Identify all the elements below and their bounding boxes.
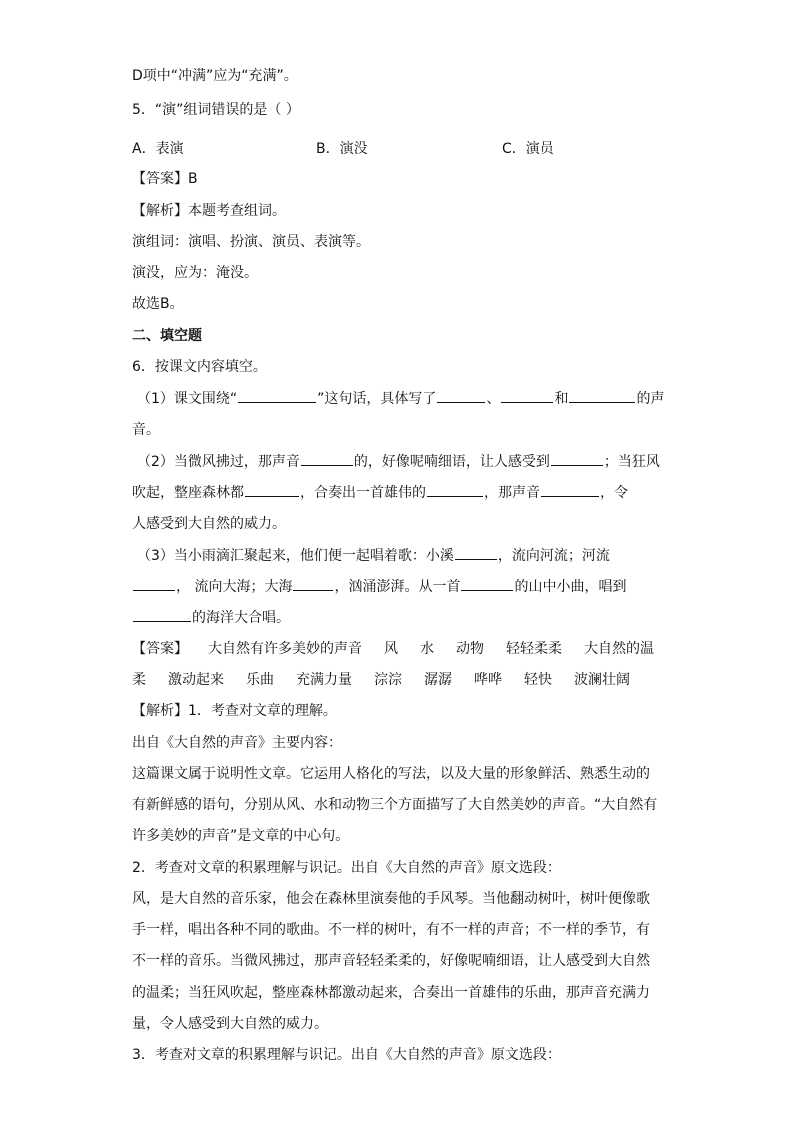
question-6-stem: 6．按课文内容填空。 — [132, 359, 267, 375]
explanation-line: 量，令人感受到大自然的威力。 — [132, 1016, 328, 1032]
fill-line-1 — [137, 387, 664, 411]
text-segment: ，那声音 — [484, 485, 540, 501]
text-segment: ；当狂风 — [603, 454, 660, 470]
answer-item: 轻轻柔柔 — [506, 641, 562, 657]
fill-line-3c — [132, 606, 290, 630]
text-segment: 的，好像呢喃细语，让人感受到 — [353, 454, 550, 470]
blank[interactable] — [461, 575, 513, 591]
answer-item: 动物 — [456, 641, 484, 657]
explanation-line: 不一样的音乐。当微风拂过，那声音轻轻柔柔的，好像呢喃细语，让人感受到大自然 — [132, 953, 650, 969]
text-segment: ”这句话，具体写了 — [317, 391, 437, 407]
answer-item: 风 — [384, 641, 398, 657]
blank[interactable] — [245, 481, 299, 497]
fill-line-2b — [132, 481, 628, 505]
answer-item: 充满力量 — [296, 672, 352, 688]
blank[interactable] — [301, 450, 353, 466]
option-b: B．演没 — [316, 141, 368, 157]
blank[interactable] — [238, 387, 316, 403]
answer-line: 【答案】B — [132, 171, 198, 187]
fill-line-2 — [137, 450, 660, 474]
answer-item: 乐曲 — [246, 672, 274, 688]
blank[interactable] — [541, 481, 599, 497]
explanation-line: 的温柔；当狂风吹起，整座森林都激动起来，合奏出一首雄伟的乐曲，那声音充满力 — [132, 985, 650, 1001]
answer-item: 水 — [420, 641, 434, 657]
blank[interactable] — [437, 387, 485, 403]
blank[interactable] — [455, 544, 497, 560]
fill-line-3 — [137, 544, 610, 568]
text-segment: ，流向河流；河流 — [497, 548, 610, 564]
explanation-line: 有新鲜感的语句，分别从风、水和动物三个方面描写了大自然美妙的声音。“大自然有 — [132, 797, 658, 813]
answer-item: 激动起来 — [168, 672, 224, 688]
fill-line-3b — [132, 575, 626, 599]
answer-item: 轻快 — [524, 672, 552, 688]
answer-item: 大自然的温 — [584, 641, 654, 657]
text-segment: （2）当微风拂过，那声音 — [137, 454, 300, 470]
explanation-line: 这篇课文属于说明性文章。它运用人格化的写法，以及大量的形象鲜活、熟悉生动的 — [132, 766, 650, 782]
text-segment: ，汹涌澎湃。从一首 — [334, 579, 461, 595]
text-segment: （3）当小雨滴汇聚起来，他们便一起唱着歌：小溪 — [137, 548, 454, 564]
answer-item: 淙淙 — [374, 672, 402, 688]
blank[interactable] — [569, 387, 635, 403]
text-segment: ，合奏出一首雄伟的 — [300, 485, 426, 501]
answer-item: 潺潺 — [424, 672, 452, 688]
blank[interactable] — [133, 575, 175, 591]
text-segment: 吹起，整座森林都 — [132, 485, 244, 501]
option-a: A．表演 — [132, 141, 184, 157]
answer-label: 【答案】 — [132, 641, 188, 657]
blank[interactable] — [551, 450, 603, 466]
explanation-line: 演组词：演唱、扮演、演员、表演等。 — [132, 234, 370, 250]
explanation-line: 2．考查对文章的积累理解与识记。出自《大自然的声音》原文选段： — [132, 860, 561, 876]
blank[interactable] — [133, 606, 191, 622]
blank[interactable] — [293, 575, 333, 591]
explanation-line: 手一样，唱出各种不同的歌曲。不一样的树叶，有不一样的声音；不一样的季节，有 — [132, 922, 650, 938]
answer-item: 柔 — [132, 672, 146, 688]
text-line: D项中“冲满”应为“充满”。 — [132, 68, 298, 84]
section-heading: 二、填空题 — [132, 328, 202, 344]
explanation-line: 出自《大自然的声音》主要内容： — [132, 735, 342, 751]
blank[interactable] — [427, 481, 483, 497]
explanation-line: 演没，应为：淹没。 — [132, 265, 258, 281]
answer-item: 大自然有许多美妙的声音 — [208, 641, 362, 657]
explanation-line: 【解析】1．考查对文章的理解。 — [132, 703, 337, 719]
answer-row-1 — [132, 637, 654, 661]
text-segment: 的海洋大合唱。 — [192, 610, 290, 626]
explanation-line: 3．考查对文章的积累理解与识记。出自《大自然的声音》原文选段： — [132, 1047, 561, 1063]
answer-item: 波澜壮阔 — [574, 672, 630, 688]
text-segment: 的声 — [636, 391, 665, 407]
explanation-line: 故选B。 — [132, 296, 184, 312]
explanation-line: 风，是大自然的音乐家，他会在森林里演奏他的手风琴。当他翻动树叶，树叶便像歌 — [132, 891, 650, 907]
text-segment: 、 — [486, 391, 501, 407]
answer-item: 哗哗 — [474, 672, 502, 688]
text-segment: 的山中小曲，唱到 — [514, 579, 627, 595]
question-5-stem: 5．“演”组词错误的是（ ） — [132, 102, 300, 118]
text-line: 音。 — [132, 422, 160, 438]
text-segment: ，令 — [600, 485, 628, 501]
option-c: C．演员 — [502, 141, 554, 157]
blank[interactable] — [501, 387, 553, 403]
explanation-line: 【解析】本题考查组词。 — [132, 203, 286, 219]
text-segment: ， 流向大海；大海 — [176, 579, 293, 595]
text-segment: （1）课文围绕“ — [137, 391, 238, 407]
text-segment: 和 — [554, 391, 569, 407]
explanation-line: 许多美妙的声音”是文章的中心句。 — [132, 828, 350, 844]
text-line: 人感受到大自然的威力。 — [132, 516, 286, 532]
answer-row-2 — [132, 668, 630, 692]
